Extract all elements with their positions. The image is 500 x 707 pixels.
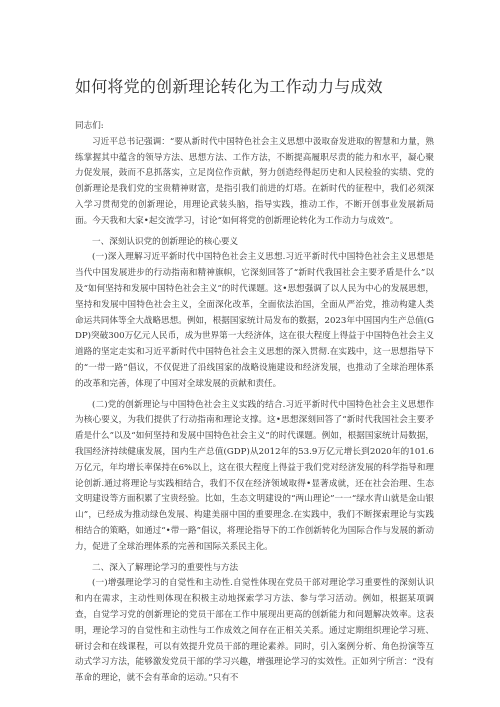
greeting: 同志们: — [75, 121, 104, 131]
section-2-paragraph-1: (一)增强理论学习的自觉性和主动性.自觉性体现在党员干部对理论学习重要性的深刻认识和内在需求，主动性则体现在积极主动地探索学习方法、参与学习活动。例如，根据某项调查，自觉学习党的创新理论的党员干部在工作中展现出更高的创新能力和问题解决效率。这表明，理论学习的自觉性和主动性与工作成效之间存在正相关关系。通过定期组织理论学习班、研讨会和在线课程，可以有效提升党员干部的理论素养。同时，引入案例分析、角色扮演等互动式学习方法，能够激发党员干部的学习兴趣，增强理论学习的实效性。正如列宁所言：“没有革命的理论，就不会有革命的运动。”只有不 — [75, 578, 434, 684]
section-heading-2: 二、深入了解理论学习的重要性与方法 — [92, 562, 239, 573]
section-1-paragraph-1: (一)深入理解习近平新时代中国特色社会主义思想.习近平新时代中国特色社会主义思想是当代中国发展进步的行动指南和精神旗帜，它深刻回答了“新时代我国社会主要矛盾是什么”以及“如何坚持和发展中国特色社会主义”的时代课题。这•思想强调了以人民为中心的发展思想，坚持和发展中国特色社会主义，全面深化改革，全面依法治国，全面从严治党，推动构建人类命运共同体等全大战略思想。例如，根据国家统计局发布的数据，2023年中国国内生产总值(GDP)突破300万亿元人民币，成为世界第一大经济体，这在很大程度上得益于中国特色社会主义道路的坚定走实和习近平新时代中国特色社会主义思想的深入贯彻.在实践中，这一思想指导下的“一带一路”倡议，不仅促进了沿线国家的战略设施建设和经济发展，也推动了全球治理体系的改革和完善，体现了中国对全球发展的贡献和责任。 — [75, 252, 434, 389]
intro-paragraph: 习近平总书记强调：“要从新时代中国特色社会主义思想中汲取奋发进取的智慧和力量，熟练掌握其中蕴含的领导方法、思想方法、工作方法，不断提高履职尽责的能力和水平，凝心聚力促发展，鼓而不息抓落实，立足岗位作贡献，努力创造经得起历史和人民检验的实绩、党的创新理论是我们党的宝贵精神财富，是指引我们前进的灯塔。在新时代的征程中，我们必须深入学习贯彻党的创新理论，用理论武装头脑，指导实践，推动工作，不断开创事业发展新局面。今天我和大家•起交流学习，讨论“如何将党的创新理论转化为工作动力与成效”。 — [75, 136, 434, 226]
document-title: 如何将党的创新理论转化为工作动力与成效 — [75, 77, 383, 96]
section-heading-1: 一、深刻认识党的创新理论的核心要义 — [92, 236, 239, 247]
section-1-paragraph-2: (二)党的创新理论与中国特色社会主义实践的结合.习近平新时代中国特色社会主义思想作为核心要义，为我们提供了行动指南和理论支撑。这•思想深刻回答了“新时代我国社会主要矛盾是什么”以及“如何坚持和发展中国特色社会主义”的时代课题。例如，根据国家统计局数据，我国经济持续健康发展，国内生产总值(GDP)从2012年的53.9万亿元增长到2020年的101.6万亿元，年均增长率保持在6%以上，这在很大程度上得益于我们党对经济发展的科学指导和理论创新.通过将理论与实践相结合，我们不仅在经济领域取得•显著成就，还在社会治理、生态文明建设等方面积累了宝贵经验。比如，生态文明建设的“两山理论”一一“绿水青山就是金山银山”，已经成为推动绿色发展、构建美丽中国的重要理念.在实践中，我们不断探索理论与实践相结合的策略，如通过“•带一路”倡议，将理论指导下的工作创新转化为国际合作与发展的新动力，促进了全球治理体系的完善和国际关系民主化。 — [75, 399, 434, 552]
